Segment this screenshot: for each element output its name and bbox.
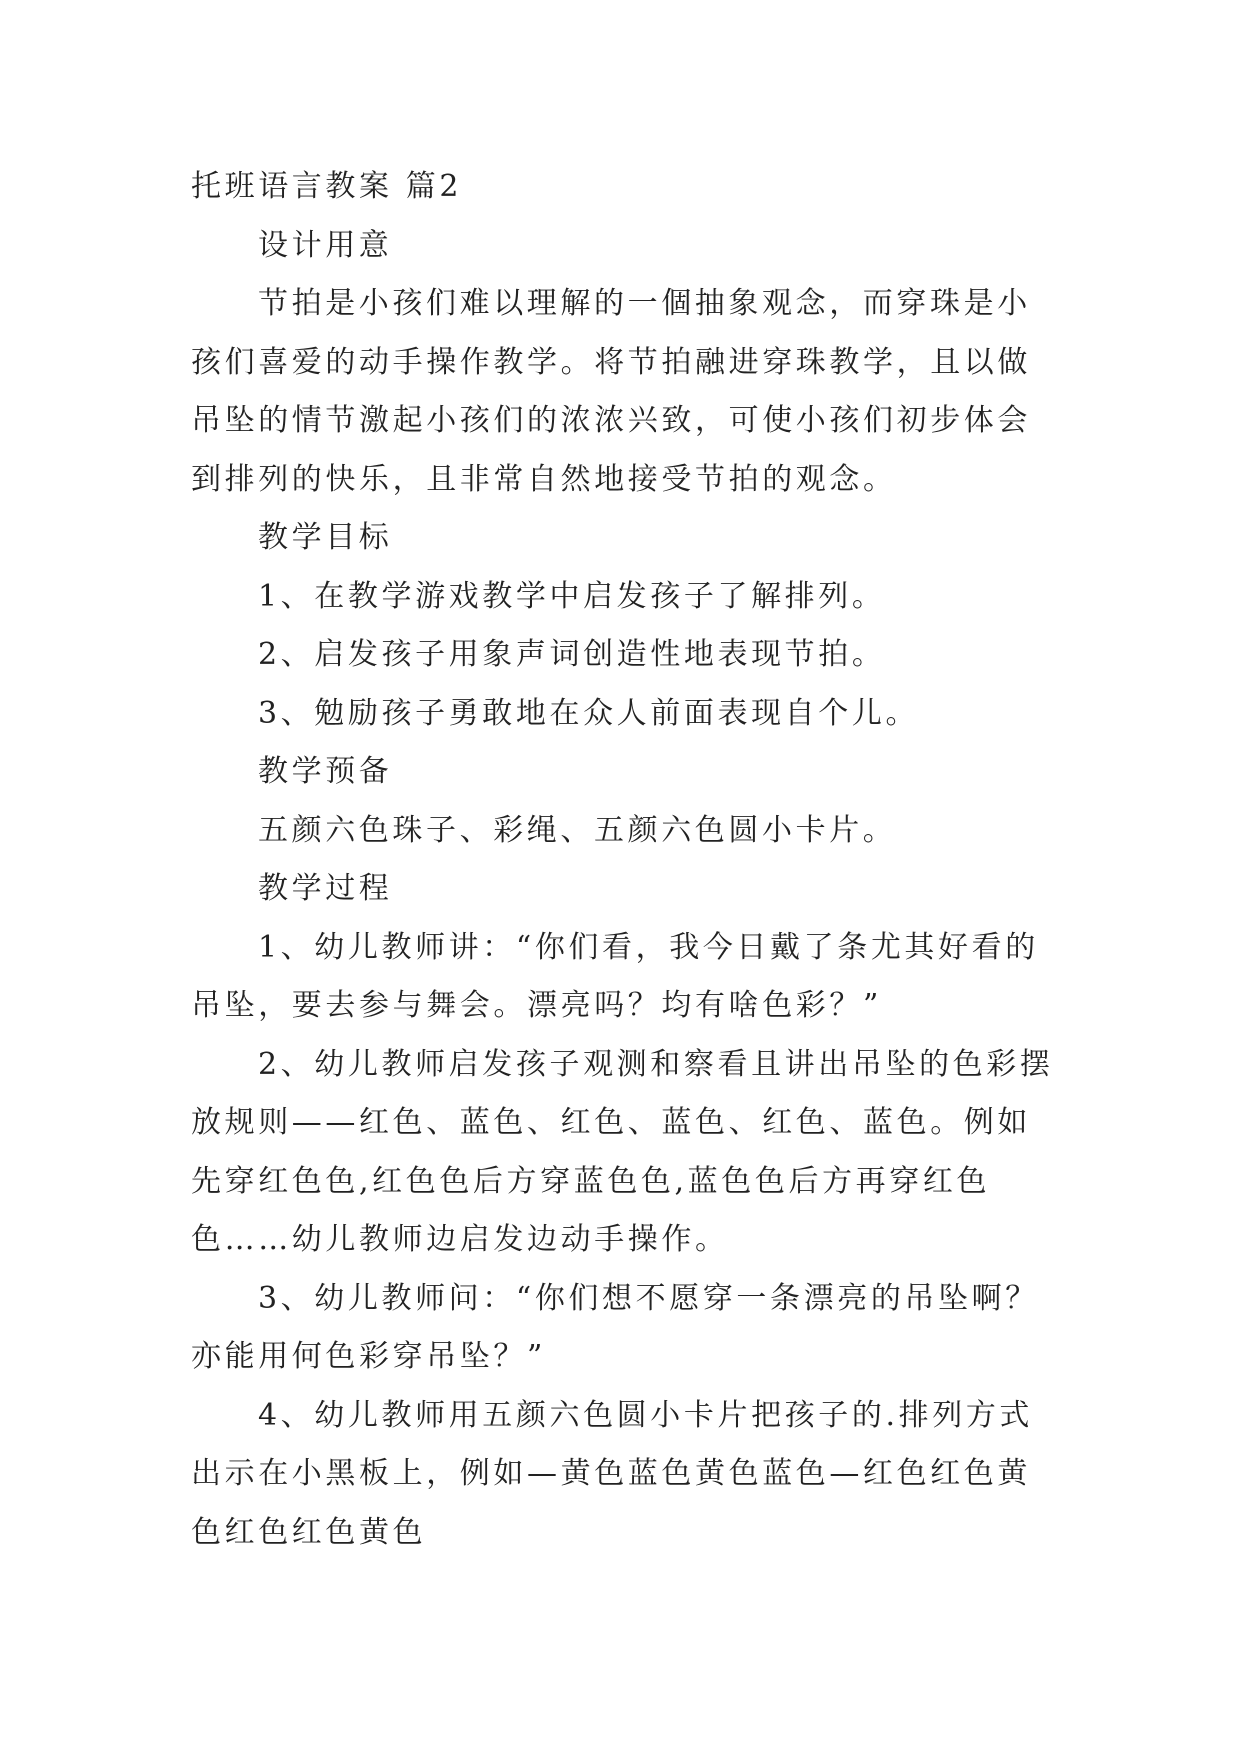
process-step-4: 4、幼儿教师用五颜六色圆小卡片把孩子的.排列方式出示在小黑板上，例如—黄色蓝色黄色蓝色—红色红色黄色红色红色黄色: [191, 1397, 1034, 1550]
section-heading-teaching-goals: 教学目标: [258, 520, 393, 555]
section-heading-process: 教学过程: [258, 871, 393, 906]
document-body: [191, 158, 1059, 1562]
process-step-1: 1、幼儿教师讲：“你们看，我今日戴了条尤其好看的吊坠，要去参与舞会。漂亮吗？均有啥色彩？”: [191, 929, 1039, 1023]
goal-item-1: 1、在教学游戏教学中启发孩子了解排列。: [258, 578, 886, 614]
goal-item-3: 3、勉励孩子勇敢地在众人前面表现自个儿。: [258, 695, 920, 731]
paragraph-preparation: 五颜六色珠子、彩绳、五颜六色圆小卡片。: [258, 812, 897, 848]
paragraph-design-purpose: 节拍是小孩们难以理解的一個抽象观念，而穿珠是小孩们喜爱的动手操作教学。将节拍融进穿珠教学，且以做吊坠的情节激起小孩们的浓浓兴致，可使小孩们初步体会到排列的快乐，且非常自然地接受节拍的观念。: [191, 286, 1031, 497]
goal-item-2: 2、启发孩子用象声词创造性地表现节拍。: [258, 637, 886, 672]
process-step-3: 3、幼儿教师问：“你们想不愿穿一条漂亮的吊坠啊？亦能用何色彩穿吊坠？”: [191, 1280, 1039, 1374]
section-heading-preparation: 教学预备: [258, 754, 393, 789]
document-title: 托班语言教案 篇2: [191, 169, 463, 204]
section-heading-design-purpose: 设计用意: [258, 227, 393, 263]
process-step-2: 2、幼儿教师启发孩子观测和察看且讲出吊坠的色彩摆放规则——红色、蓝色、红色、蓝色、红色、蓝色。例如先穿红色色,红色色后方穿蓝色色,蓝色色后方再穿红色色……幼儿教师边启发边动手操作。: [191, 1046, 1054, 1257]
